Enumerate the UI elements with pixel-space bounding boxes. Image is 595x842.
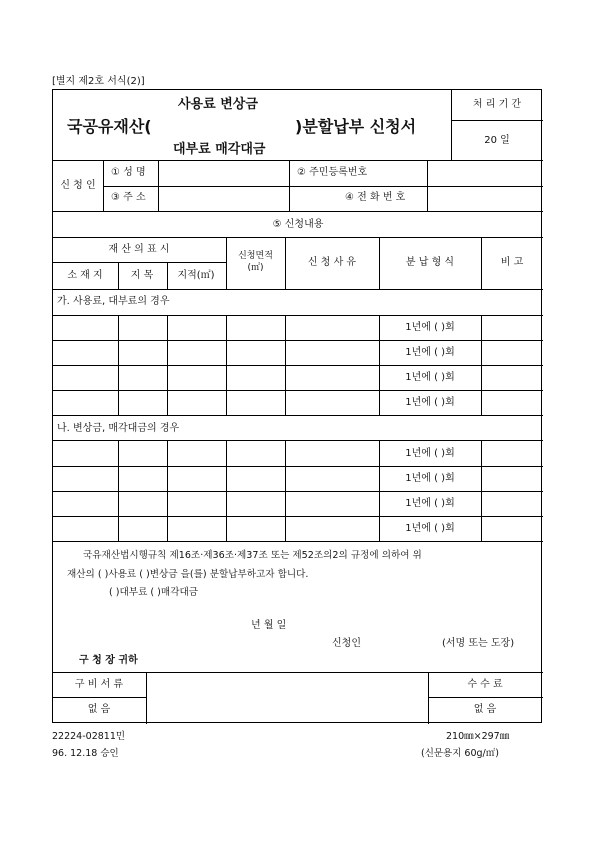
processing-period-label: 처 리 기 간 [472,99,522,110]
documents-label: 구 비 서 류 [74,679,124,690]
statement-line-1: 국유재산법시행규칙 제16조·제36조·제37조 또는 제52조의2의 규정에 의하여 위 [83,550,422,561]
statement-line-3: ( )대부료 ( )매각대금 [109,587,198,598]
installment-a-2: 1년에 ( )회 [405,347,455,358]
name-label: ① 성 명 [111,167,146,178]
title-top-line: 사용료 변상금 [178,97,258,112]
installment-a-4: 1년에 ( )회 [405,397,455,408]
date-line: 년 월 일 [251,620,287,631]
title-suffix: )분할납부 신청서 [295,117,417,136]
title-prefix: 국공유재산( [67,117,152,136]
address-label: ③ 주 소 [111,192,146,203]
installment-b-3: 1년에 ( )회 [405,498,455,509]
approval-date: 96. 12.18 승인 [52,748,119,759]
fee-label: 수 수 료 [467,679,503,690]
section-a-label: 가. 사용료, 대부료의 경우 [57,296,170,307]
col-location: 소 재 지 [67,270,103,281]
form-code: 22224-02811민 [52,731,126,742]
name-field[interactable] [159,161,288,185]
application-content-header: ⑤ 신청내용 [272,219,324,230]
installment-a-3: 1년에 ( )회 [405,372,455,383]
title-bottom-line: 대부료 매각대금 [173,142,266,157]
paper-type: (신문용지 60g/㎡) [421,748,499,759]
phone-label: ④ 전 화 번 호 [345,192,406,203]
documents-value: 없 음 [87,704,111,715]
application-form [52,89,542,723]
section-b-label: 나. 변상금, 매각대금의 경우 [57,423,180,434]
statement-line-2: 재산의 ( )사용료 ( )변상금 을(를) 분할납부하고자 합니다. [67,569,309,580]
processing-period-value: 20 일 [484,135,510,146]
signer-label: 신청인 [332,638,361,649]
form-number-label: [별지 제2호 서식(2)] [52,76,145,87]
addressee: 구 청 장 귀하 [79,655,138,666]
installment-b-4: 1년에 ( )회 [405,523,455,534]
col-land-category: 지 목 [130,270,154,281]
col-requested-area: 신청면적 (㎡) [238,251,273,273]
resident-number-label: ② 주민등록번호 [297,167,368,178]
installment-a-1: 1년에 ( )회 [405,322,455,333]
col-remarks: 비 고 [500,257,524,268]
applicant-label: 신 청 인 [60,180,96,191]
col-reason: 신 청 사 유 [307,257,357,268]
fee-value: 없 음 [473,704,497,715]
paper-size: 210㎜×297㎜ [446,731,510,742]
signature-note: (서명 또는 도장) [442,638,515,649]
phone-field[interactable] [428,187,542,210]
col-payment-type: 분 납 형 식 [405,257,455,268]
col-land-area: 지적(㎡) [177,270,215,281]
installment-b-1: 1년에 ( )회 [405,448,455,459]
address-field[interactable] [159,187,288,210]
installment-b-2: 1년에 ( )회 [405,473,455,484]
property-info-header: 재 산 의 표 시 [108,244,170,255]
resident-number-field[interactable] [428,161,542,185]
